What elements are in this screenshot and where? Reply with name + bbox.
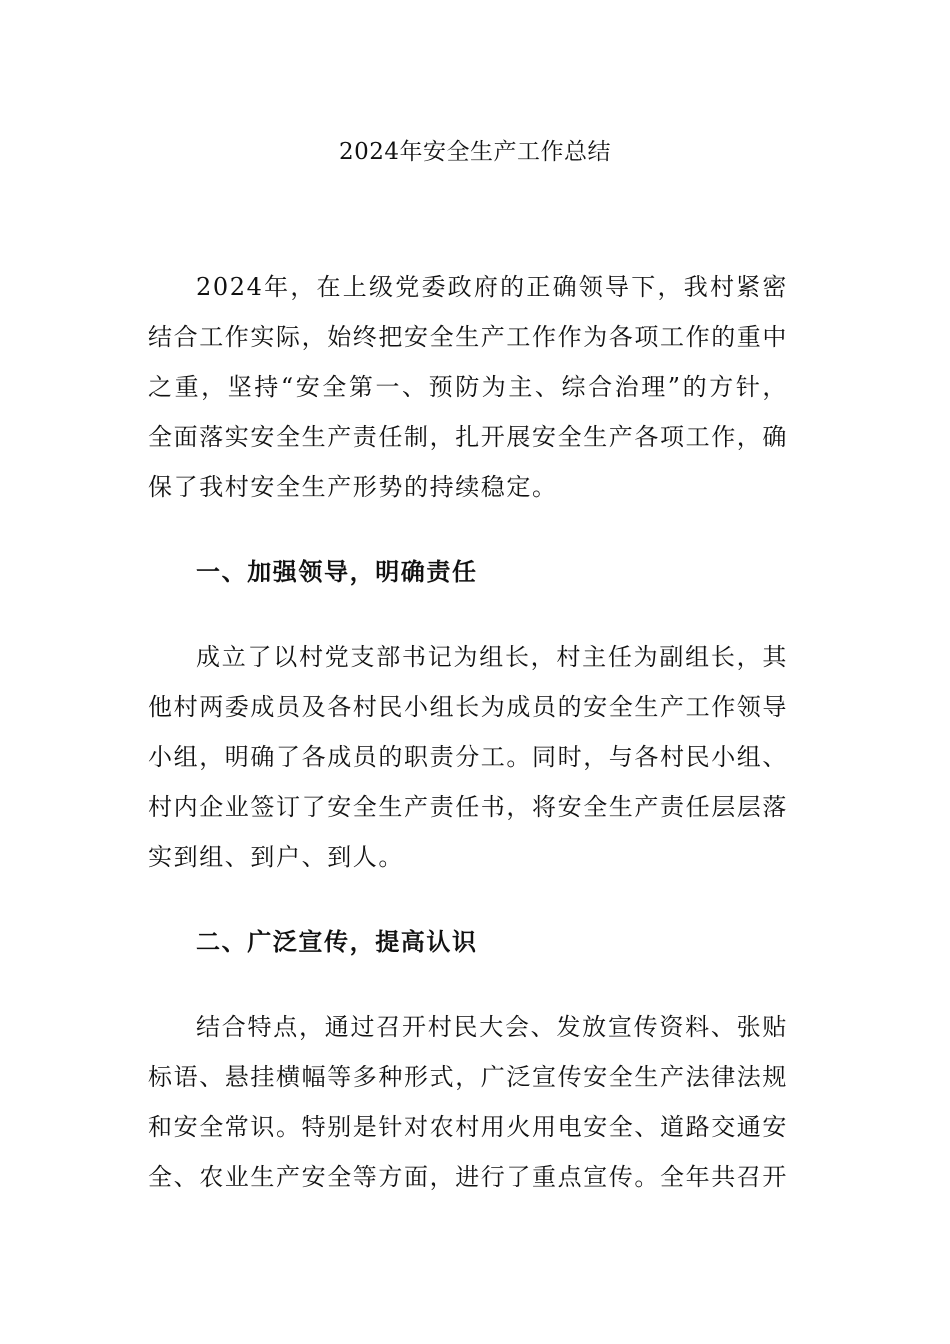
section-1-paragraph: 成立了以村党支部书记为组长，村主任为副组长，其他村两委成员及各村民小组长为成员的安全生产工作领导小组，明确了各成员的职责分工。同时，与各村民小组、村内企业签订了安全生产责任书，将安全生产责任层层落实到组、到户、到人。 xyxy=(148,643,788,871)
section-heading-1: 一、加强领导，明确责任 xyxy=(196,557,478,586)
section-heading-2: 二、广泛宣传，提高认识 xyxy=(196,927,478,956)
document-title: 2024年安全生产工作总结 xyxy=(338,139,612,165)
section-2-paragraph: 结合特点，通过召开村民大会、发放宣传资料、张贴标语、悬挂横幅等多种形式，广泛宣传安全生产法律法规和安全常识。特别是针对农村用火用电安全、道路交通安全、农业生产安全等方面，进行了重点宣传。全年共召开 xyxy=(148,1013,788,1191)
intro-paragraph: 2024年，在上级党委政府的正确领导下，我村紧密结合工作实际，始终把安全生产工作作为各项工作的重中之重，坚持“安全第一、预防为主、综合治理”的方针，全面落实安全生产责任制，扎开展安全生产各项工作，确保了我村安全生产形势的持续稳定。 xyxy=(148,273,788,501)
